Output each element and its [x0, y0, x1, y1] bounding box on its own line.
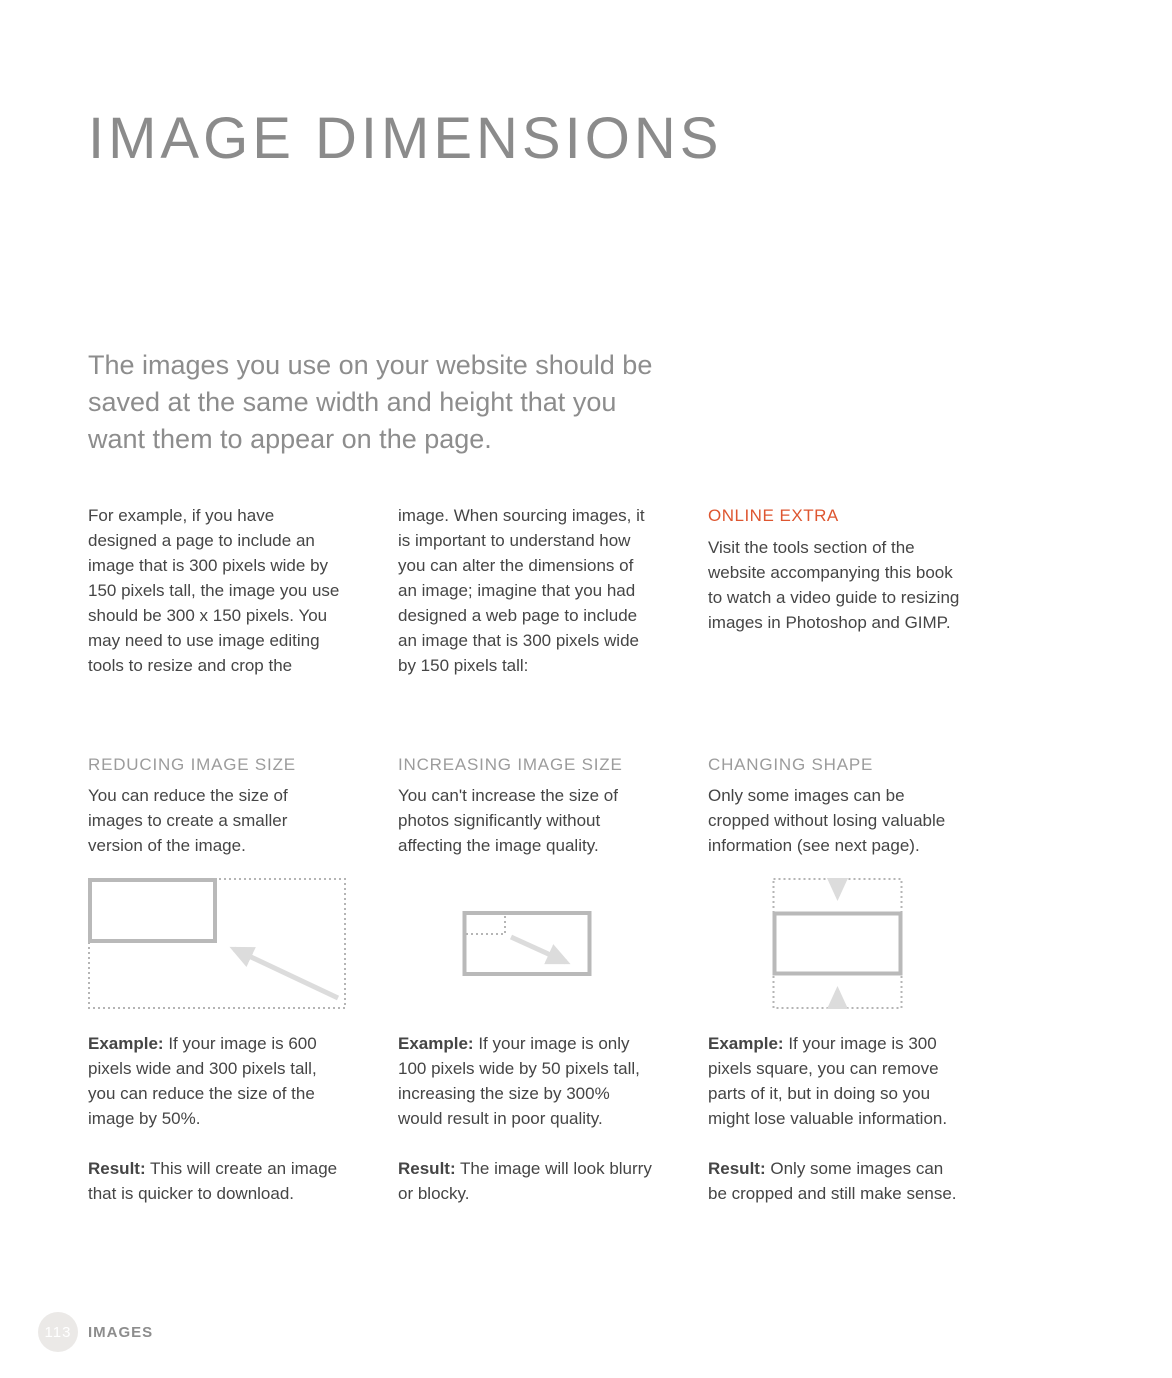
- intro-paragraph: The images you use on your website should be saved at the same width and height that you want them to appear on the page.: [88, 350, 653, 454]
- result-label: Result:: [88, 1159, 146, 1178]
- example-label: Example:: [398, 1034, 474, 1053]
- changing-shape-diagram-icon: [708, 878, 966, 1009]
- reducing-size-diagram: [88, 878, 346, 1009]
- increasing-size-diagram: [398, 878, 656, 1009]
- section-heading-reducing: REDUCING IMAGE SIZE: [88, 755, 296, 774]
- intro-columns-row: [88, 503, 966, 678]
- section-heading-changing: CHANGING SHAPE: [708, 755, 874, 774]
- increasing-size-diagram-icon: [398, 878, 656, 1009]
- section-description-reducing: You can reduce the size of images to create a smaller version of the image.: [88, 786, 288, 855]
- result-changing: [708, 1156, 966, 1206]
- example-increasing: [398, 1031, 656, 1131]
- result-label: Result:: [708, 1159, 766, 1178]
- page-footer: [38, 1312, 153, 1352]
- result-reducing: [88, 1156, 346, 1206]
- page-number-badge: 113: [38, 1312, 78, 1352]
- result-increasing: [398, 1156, 656, 1206]
- online-extra-block: [708, 503, 966, 678]
- diagrams-row: [88, 878, 966, 1009]
- reduce-arrow-icon: [234, 949, 338, 998]
- section-changing: [708, 755, 966, 858]
- section-headers-row: [88, 755, 966, 858]
- example-text: If your image is 600 pixels wide and 300 pixels tall, you can reduce the size of the image by 50%.: [88, 1034, 317, 1128]
- result-text: Only some images can be cropped and still make sense.: [708, 1159, 957, 1203]
- section-description-increasing: You can't increase the size of photos significantly without affecting the image quality.: [398, 786, 618, 855]
- example-text: If your image is 300 pixels square, you can remove parts of it, but in doing so you might lose valuable information.: [708, 1034, 948, 1128]
- example-label: Example:: [88, 1034, 164, 1053]
- page-title: IMAGE DIMENSIONS: [88, 105, 723, 171]
- section-heading-increasing: INCREASING IMAGE SIZE: [398, 755, 623, 774]
- result-text: The image will look blurry or blocky.: [398, 1159, 652, 1203]
- example-changing: [708, 1031, 966, 1131]
- reduced-image-outline: [90, 880, 215, 941]
- changing-shape-diagram: [708, 878, 966, 1009]
- results-row: [88, 1156, 966, 1206]
- cropped-image-outline: [775, 914, 901, 974]
- example-reducing: [88, 1031, 346, 1131]
- online-extra-heading: ONLINE EXTRA: [708, 506, 839, 525]
- result-label: Result:: [398, 1159, 456, 1178]
- example-text: If your image is only 100 pixels wide by 50 pixels tall, increasing the size by 300% would result in poor quality.: [398, 1034, 640, 1128]
- section-increasing: [398, 755, 656, 858]
- result-text: This will create an image that is quicker to download.: [88, 1159, 338, 1203]
- section-description-changing: Only some images can be cropped without losing valuable information (see next page).: [708, 786, 946, 855]
- example-label: Example:: [708, 1034, 784, 1053]
- intro-column-2: image. When sourcing images, it is important to understand how you can alter the dimensions of an image; imagine that you had designed a web page to include an image that is 300 pixels wide by 150 pixels tall:: [398, 506, 645, 675]
- reducing-size-diagram-icon: [88, 878, 346, 1009]
- section-reducing: [88, 755, 346, 858]
- examples-row: [88, 1031, 966, 1131]
- online-extra-text: Visit the tools section of the website accompanying this book to watch a video guide to resizing images in Photoshop and GIMP.: [708, 538, 960, 632]
- intro-column-1: For example, if you have designed a page to include an image that is 300 pixels wide by 150 pixels tall, the image you use should be 300 x 150 pixels. You may need to use image editing tools to resize and crop the: [88, 506, 340, 675]
- chapter-label: IMAGES: [88, 1323, 154, 1341]
